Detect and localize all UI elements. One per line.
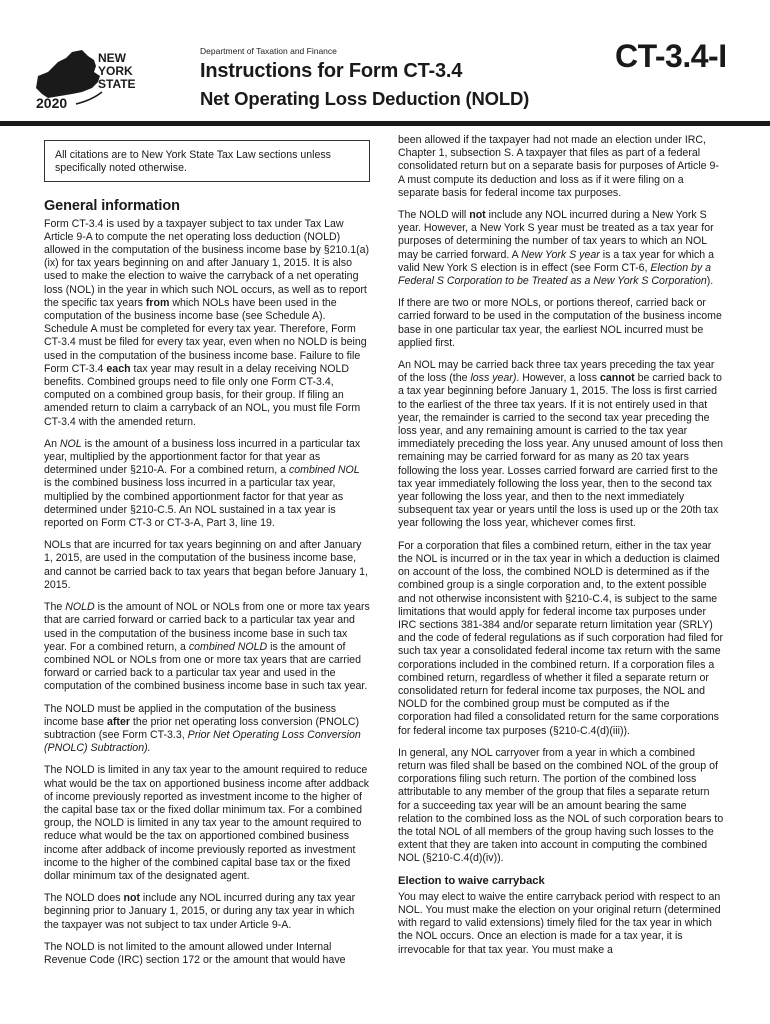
- section-heading-waive-carryback: Election to waive carryback: [398, 874, 545, 887]
- text-run: loss year): [470, 372, 517, 385]
- new-york-state-logo: [32, 42, 152, 110]
- text-run: You may elect to waive the entire carryback period with respect to an NOL. You must make the election on your original return (determined with regard to valid extensions) timely filed for the tax year in which the NOL occurs. Once an election is made for a tax year, it is irrevocable for that tax year. You must make a: [398, 890, 721, 956]
- text-run: An NOL may be carried back three tax years preceding the tax year of the loss (the: [398, 359, 715, 385]
- paragraph: [398, 747, 724, 866]
- page-title: Instructions for Form CT-3.4: [200, 60, 463, 82]
- text-run: combined NOLD: [188, 640, 268, 653]
- form-code: CT-3.4-I: [615, 38, 727, 74]
- paragraph: [398, 359, 724, 531]
- text-run: Form CT-3.4 is used by a taxpayer subject to tax under Tax Law Article 9-A to compute the net operating loss deduction (NOLD) allowed in the computation of the business income base by §210.1(a)(ix) for tax years beginning on and after January 1, 2015. It is also used to make the election to waive the carryback of a net operating loss (NOL) in the year in which such NOL occurs, as well as to report the specific tax years: [44, 217, 370, 309]
- text-run: An: [44, 437, 60, 450]
- text-run: ).: [706, 275, 714, 288]
- text-run: If there are two or more NOLs, or portions thereof, carried back or carried forward to be used in the computation of the business income base in one particular tax year, the earliest NOL incurred must be applied first.: [398, 297, 722, 349]
- paragraph: [44, 601, 370, 693]
- text-run: not: [469, 209, 486, 222]
- text-run: each: [106, 362, 131, 375]
- text-run: The NOLD must be applied in the computation of the business income base: [44, 702, 337, 728]
- text-run: after: [107, 715, 130, 728]
- paragraph: [44, 438, 370, 530]
- paragraph: [398, 891, 724, 957]
- text-run: be carried back to a tax year beginning before January 1, 2015. The loss is first carried to the earliest of the three tax years. If it is not entirely used in that year, the remainder is carried to the second tax year preceding the loss year, and any remaining amount is carried to the tax year immediately preceding the loss year. Any unused amount of loss then remaining may be carried forward for as many as 20 tax years following the loss year. Losses carried forward are carried first to the tax year immediately following the loss year, then to the second tax year following the loss year, and then to the next immediately subsequent tax year or years until the loss is used up or the 20th tax year following the loss year, whichever comes first.: [398, 372, 724, 530]
- text-run: is the amount of combined NOL or NOLs from one or more tax years that are carried forward or carried back to a particular tax year and used in the computation of the combined business income base in such tax year.: [44, 640, 368, 693]
- text-run: NOLs that are incurred for tax years beginning on and after January 1, 2015, are used in the computation of the business income base, and cannot be carried back to tax years that began before January 1, 2015.: [44, 539, 368, 591]
- text-run: Prior Net Operating Loss Conversion (PNOLC) Subtraction).: [44, 728, 361, 755]
- paragraph: [398, 540, 724, 738]
- paragraph: [398, 209, 724, 288]
- section-heading-general: General information: [44, 198, 180, 215]
- text-run: which NOLs have been used in the computation of the business income base (see Schedule A). Schedule A must be completed for every tax year. Therefore, Form CT-3.4 must be filed for every tax year, even when no NOLD is being used in the computation of the business income base. Failure to file Form CT-3.4: [44, 296, 367, 375]
- text-run: include any NOL incurred during a New York S year. However, a New York S year must be treated as a tax year for purposes of determining the number of tax years to which an NOL may be carried forward. A: [398, 209, 714, 261]
- text-run: the prior net operating loss conversion (PNOLC) subtraction (see Form CT-3.3,: [44, 715, 360, 741]
- text-run: not: [123, 892, 140, 905]
- text-run: The NOLD will: [398, 209, 470, 222]
- paragraph: [44, 218, 370, 429]
- text-run: been allowed if the taxpayer had not made an election under IRC, Chapter 1, subsection S. A taxpayer that files as part of a federal consolidated return but on a separate basis for purposes of Article 9-A must compute its deduction and loss as if it were filing on a separate basis for federal income tax purposes.: [398, 134, 719, 199]
- page-header: [0, 0, 770, 125]
- text-run: is a tax year for which a valid New York S election is in effect (see Form CT-6,: [398, 248, 714, 274]
- text-run: The NOLD is not limited to the amount allowed under Internal Revenue Code (IRC) section 172 or the amount that would have: [44, 940, 346, 966]
- text-run: The NOLD does: [44, 892, 124, 905]
- text-run: is the combined business loss incurred in a particular tax year, multiplied by the combined apportionment factor for that year as determined under §210-C.5. An NOL sustained in a tax year is reported on Form CT-3 or CT-3-A, Part 3, line 19.: [44, 477, 344, 530]
- text-run: is the amount of NOL or NOLs from one or more tax years that are carried forward or carried back to a particular tax year and used in the computation of the business income base in such tax year. For a combined return, a: [44, 601, 370, 653]
- page-subtitle: Net Operating Loss Deduction (NOLD): [200, 88, 530, 109]
- paragraph: [44, 892, 370, 932]
- logo-line-2: YORK: [98, 64, 133, 78]
- header-rule: [0, 121, 770, 126]
- text-run: New York S year: [521, 248, 600, 261]
- text-run: Election by a Federal S Corporation to be Treated as a New York S Corporation: [398, 261, 712, 288]
- paragraph: [398, 134, 724, 200]
- logo-line-3: STATE: [98, 77, 136, 91]
- logo-line-1: NEW: [98, 51, 126, 65]
- text-run: from: [145, 296, 170, 309]
- text-run: . However, a loss: [516, 372, 600, 385]
- state-silhouette-icon: [36, 50, 100, 98]
- paragraph: [44, 764, 370, 883]
- text-run: For a corporation that files a combined return, either in the tax year the NOL is incurred or in the tax year in which a deduction is claimed on account of the loss, the combined NOLD is determined as if the combined group is a single corporation and, to the extent possible and not otherwise inconsistent with §210-C.4, is subject to the same limitations that would apply for federal income tax purposes under IRC sections 381-384 and/or separate return limitation year (SRLY) and the code of federal regulations as if such corporation had filed for such tax year a consolidated federal income tax return with the same corporations included in the combined return. If a corporation files a combined return, regardless of whether it filed a separate return or consolidated return for federal income tax purposes, the NOL and NOLD for the combined group must be computed as if the corporation had filed a consolidated return for the same corporations for federal income tax purposes (§210-C.4(d)(iii)).: [398, 539, 724, 737]
- right-column: [398, 134, 724, 966]
- citation-note-box: [44, 140, 370, 182]
- paragraph: [398, 297, 724, 350]
- text-run: combined NOL: [288, 464, 360, 477]
- paragraph: [44, 703, 370, 756]
- text-run: In general, any NOL carryover from a year in which a combined return was filed shall be based on the combined NOL of the group of corporations filing such return. The portion of the combined loss attributable to any member of the group that files a separate return for a succeeding tax year will be an amount bearing the same relation to the combined loss as the NOL of such corporation bears to the total NOL of all members of the group having such losses to the extent that they are taken into account in computing the combined NOL (§210-C.4(d)(iv)).: [398, 746, 724, 865]
- form-year: 2020: [36, 95, 68, 110]
- text-run: include any NOL incurred during any tax year beginning prior to January 1, 2015, or during any tax year in which the taxpayer was not subject to tax under Article 9-A.: [44, 892, 356, 931]
- paragraph: [44, 539, 370, 592]
- left-column: [44, 134, 370, 976]
- text-run: NOLD: [65, 601, 95, 614]
- citation-note: All citations are to New York State Tax Law sections unless specifically noted otherwise.: [55, 149, 331, 175]
- text-run: The: [44, 601, 66, 614]
- text-run: NOL: [59, 437, 82, 450]
- text-run: is the amount of a business loss incurred in a particular tax year, multiplied by the apportionment factor for that year as determined under §210-A. For a combined return, a: [44, 437, 361, 477]
- paragraph: [44, 941, 370, 967]
- text-run: tax year may result in a delay receiving NOLD benefits. Combined groups need to file only one Form CT-3.4, computed on a combined group basis, for their group. If filing an amended return to claim a carryback of an NOL, you must file Form CT-3.4 with the amended return.: [44, 362, 361, 428]
- department-name: Department of Taxation and Finance: [200, 46, 337, 56]
- text-run: cannot: [599, 372, 635, 385]
- text-run: The NOLD is limited in any tax year to the amount required to reduce what would be the tax on apportioned business income after addback of income previously reported as investment income to the higher of the capital base tax or the fixed dollar minimum tax. For a combined group, the NOLD is limited in any tax year to the amount required to reduce what would be the tax on apportioned combined business income after addback of income previously reported as investment income to the higher of the combined capital base tax or the fixed dollar minimum tax of the designated agent.: [44, 764, 370, 882]
